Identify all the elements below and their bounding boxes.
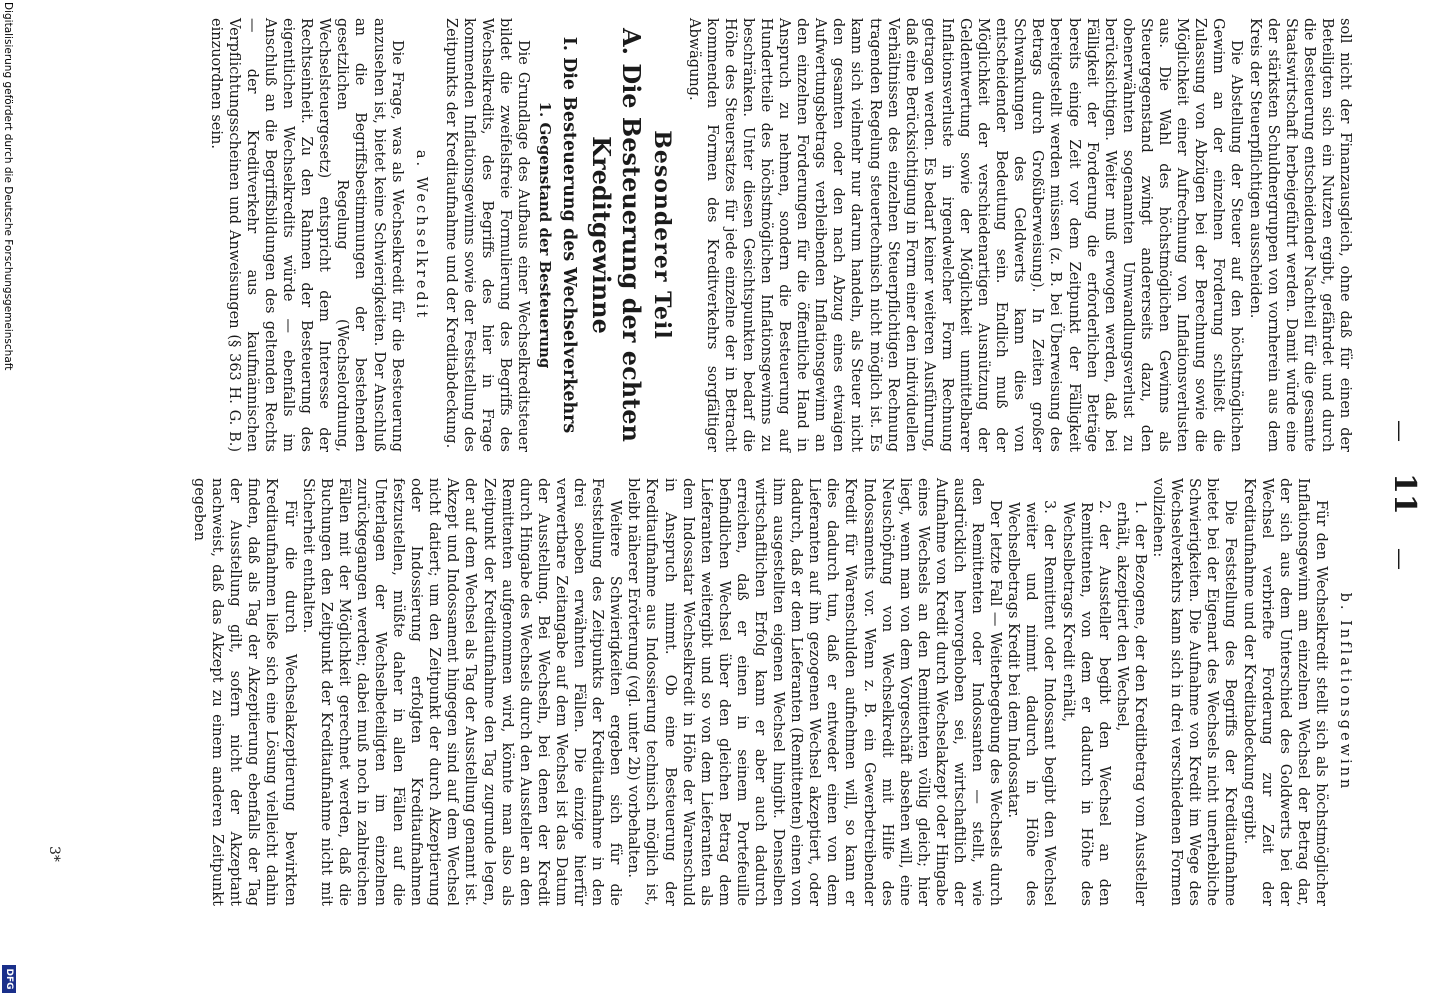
list-item-text: der Aussteller begibt den Wechsel an den Remittenten, von dem er dadurch in Höhe des Wechselbetrags Kredit erhält, — [1059, 502, 1112, 906]
list-item-number: 1. — [1131, 500, 1148, 514]
right-paragraph-3: Der letzte Fall — Weiterbegebung des Wechsels durch den Remittenten oder Indossanten — stellt, wie ausdrücklich hervorgehoben sei, wirtschaftlich der Aufnahme von Kredit durch Wechselakzept oder Hingabe eines Wechsels an den Remittenten völlig gleich; hier liegt, wenn man von dem Vorgeschäft absehen will, eine Neuschöpfung von Wechselkredit mit Hilfe des Indossaments vor. Wenn z. B. ein Gewerbetreibender Kredit für Warenschulden aufnehmen will, so kann er dies dadurch tun, daß er entweder einen von dem Lieferanten auf ihn gezogenen Wechsel akzeptiert, oder dadurch, daß er dem Lieferanten (Remittenten) einen von ihm ausgestellten eigenen Wechsel hingibt. Denselben wirtschaftlichen Erfolg kann er aber auch dadurch erreichen, daß er einen in seinem Portefeuille befindlichen Wechsel über den gleichen Betrag dem Lieferanten weitergibt und so von dem Lieferanten als dem Indossatar Wechselkredit in Höhe der Warenschuld in Anspruch nimmt. Ob eine Besteuerung der Kreditaufnahme aus Indossierung technisch möglich ist, bleibt näherer Erörterung (vgl. unter 2b) vorbehalten. — [625, 478, 1004, 906]
list-item-text: der Remittent oder Indossant begibt den Wechsel weiter und nimmt dadurch in Höhe des Wechselbetrags Kredit bei dem Indossatar. — [1005, 502, 1058, 906]
page-number: 11 — [1387, 473, 1422, 515]
list-item — [1004, 478, 1058, 906]
left-paragraph-1: Die Abstellung der Steuer auf den höchstmöglichen Gewinn an der einzelnen Forderung schließt die Zulassung von Abzügen bei der Berechnung sowie die Möglichkeit einer Aufrechnung von Inflationsverlusten aus. Die Wahl des höchstmöglichen Gewinns als Steuergegenstand zwingt andererseits dazu, den obenerwähnten sogenannten Umwandlungsverlust zu berücksichtigen. Weiter muß erwogen werden, daß bei Fälligkeit der Forderung die erforderlichen Beträge bereits einige Zeit vor dem Zeitpunkt der Fälligkeit bereitgestellt werden müssen (z. B. bei Überweisung des Betrags durch Großüberweisung). In Zeiten großer Schwankungen des Geldwerts kann dies von entscheidender Bedeutung sein. Endlich muß der Möglichkeit der verschiedenartigen Ausnützung der Geldentwertung sowie der Möglichkeit unmittelbarer Inflationsverluste in irgendwelcher Form Rechnung getragen werden. Es bedarf keiner weiteren Ausführung, daß eine Berücksichtigung in Form einer den individuellen Verhältnissen des einzelnen Steuerpflichtigen Rechnung tragenden Regelung steuertechnisch nicht möglich ist. Es kann sich vielmehr nur darum handeln, als Steuer nicht den gesamten oder den nach Abzug eines etwaigen Aufwertungsbetrags verbleibenden Inflationsgewinn an den einzelnen Forderungen für die öffentliche Hand in Anspruch zu nehmen, sondern die Besteuerung auf Hundertteile des höchstmöglichen Inflationsgewinns zu beschränken. Unter diesen Gesichtspunkten bedarf die Höhe des Steuersatzes für jede einzelne der in Betracht kommenden Formen des Kreditverkehrs sorgfältiger Abwägung. — [685, 18, 1245, 452]
subsection-title: 1. Gegenstand der Besteuerung — [536, 101, 555, 369]
list-item — [1059, 478, 1113, 906]
dfg-logo: DFG — [2, 965, 16, 993]
list-item-text: der Bezogene, der den Kreditbetrag vom Aussteller erhält, akzeptiert den Wechsel, — [1113, 502, 1148, 906]
left-paragraph-3: Die Frage, was als Wechselkredit für die Besteuerung anzusehen ist, bietet keine Schwierigkeiten. Der Anschluß an die Begriffsbestimmungen der bestehenden gesetzlichen Regelung (Wechselordnung, Wechselsteuergesetz) entspricht dem Interesse der Rechtseinheit. Zu den Rahmen der Besteuerung des eigentlichen Wechselkredits würde — ebenfalls im Anschluß an die Begriffsbildungen des geltenden Rechts — der Kreditverkehr aus kaufmännischen Verpflichtungsscheinen und Anweisungen (§ 363 H. G. B.) einzuordnen sein. — [207, 18, 405, 452]
list-item — [1113, 478, 1149, 906]
right-paragraph-5: Für die durch Wechselakzeptierung bewirkten Kreditaufnahmen ließe sich eine Lösung vielleicht dahin finden, daß als Tag der Akzeptierung ebenfalls der Tag der Ausstellung gilt, sofern nicht der Akzeptant nachweist, daß das Akzept zu einem anderen Zeitpunkt gegeben — [191, 478, 298, 906]
digitization-notice: Digitalisierung gefördert durch die Deutsche Forschungsgemeinschaft — [2, 2, 14, 371]
right-paragraph-1: Für den Wechselkredit stellt sich als höchstmöglicher Inflationsgewinn am einzelnen Wechsel der Betrag dar, der sich aus dem Unterschied des Goldwerts bei der Wechsel verbriefte Forderung zur Zeit der Kreditaufnahme und der Kreditabdeckung ergibt. — [1240, 478, 1329, 906]
right-column — [190, 478, 1354, 906]
left-opening-paragraph: soll nicht der Finanzausgleich, ohne daß für einen der Beteiligten sich ein Nutzen ergibt, gefährdet und durch die Besteuerung entscheidender Nachteil für die gesamte Staatswirtschaft herbeigeführt werden. Damit würde eine der stärksten Schuldnergruppen von vornherein aus dem Kreis der Steuerpflichtigen ausscheiden. — [1246, 18, 1353, 452]
left-paragraph-2: Die Grundlage des Aufbaus einer Wechselkreditsteuer bildet die zweifelsfreie Formulierung des Begriffs des Wechselkredits, des Begriffs des hier in Frage kommenden Inflationsgewinns sowie der Feststellung des Zeitpunkts der Kreditaufnahme und der Kreditabdeckung. — [442, 18, 532, 452]
left-column — [207, 18, 1354, 452]
list-item-number: 3. — [1041, 500, 1058, 514]
header-dash-left: — — [1387, 420, 1412, 442]
chapter-title: I. Die Besteuerung des Wechselverkehrs — [559, 36, 580, 434]
list-item-number: 2. — [1095, 500, 1112, 514]
subheading-wechselkredit: a. Wechselkredit — [412, 149, 429, 321]
header-dash-right: — — [1387, 548, 1412, 570]
right-paragraph-4: Weitere Schwierigkeiten ergeben sich für die Feststellung des Zeitpunkts der Kreditaufnahme in den drei soeben erwähnten Fällen. Die einzige hierfür verwertbare Zeitangabe auf dem Wechsel ist das Datum der Ausstellung. Bei Wechseln, bei denen der Kredit durch Hingabe des Wechsels durch den Aussteller an den Remittenten aufgenommen wird, könnte man also als Zeitpunkt der Kreditaufnahme den Tag zugrunde legen, der auf dem Wechsel als Tag der Ausstellung genannt ist. Akzept und Indossament hingegen sind auf dem Wechsel nicht datiert; um den Zeitpunkt der durch Akzeptierung oder Indossierung erfolgten Kreditaufnahmen festzustellen, müßte daher in allen Fällen auf die Unterlagen der Wechselbeteiligten im einzelnen zurückgegangen werden; dabei muß noch in zahlreichen Fällen mit der Möglichkeit gerechnet werden, daß die Buchungen den Zeitpunkt der Kreditaufnahme nicht mit Sicherheit enthalten. — [299, 478, 624, 906]
subheading-inflationsgewinn: b. Inflationsgewinn — [1337, 592, 1353, 792]
signature-mark: 3* — [46, 846, 62, 862]
part-title: Besonderer Teil — [648, 130, 675, 340]
section-title: A. Die Besteuerung der echten Kreditgewinne — [587, 28, 647, 442]
page-header — [1382, 0, 1422, 1000]
right-paragraph-2: Die Feststellung des Begriffs der Kreditaufnahme bietet bei der Eigenart des Wechsels nicht unerhebliche Schwierigkeiten. Die Aufnahme von Kredit im Wege des Wechselverkehrs kann sich in drei verschiedenen Formen vollziehen: — [1150, 478, 1239, 906]
